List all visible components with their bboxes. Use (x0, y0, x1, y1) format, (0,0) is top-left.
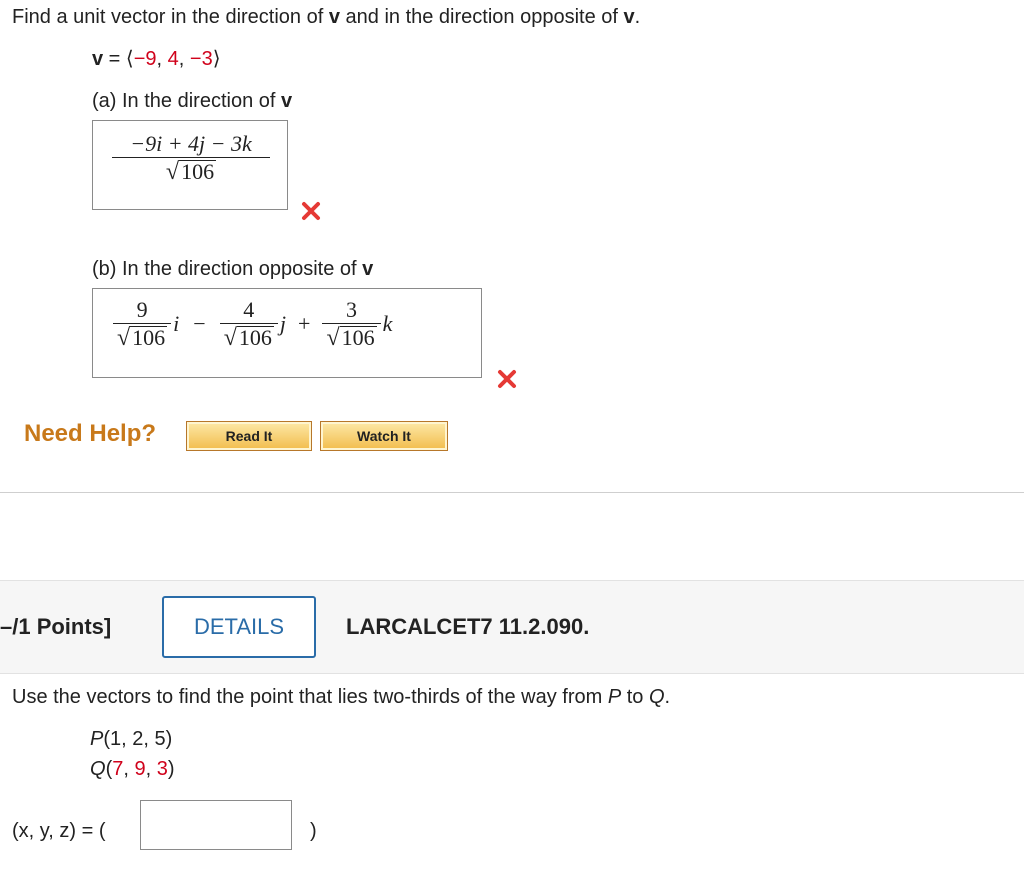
details-button[interactable]: DETAILS (162, 596, 316, 658)
open-angle-bracket: ⟨ (125, 48, 134, 70)
vector-definition: v = ⟨−9, 4, −3⟩ (92, 48, 221, 70)
answer-close-paren: ) (310, 820, 317, 842)
question-prompt: Use the vectors to find the point that lies two-thirds of the way from P to Q. (12, 686, 671, 708)
read-it-button[interactable]: Read It (186, 421, 312, 451)
vector-component-y: 4 (167, 48, 179, 70)
part-b-answer-box[interactable] (92, 288, 482, 378)
part-a-fraction (111, 131, 271, 184)
points-label: –/1 Points] (0, 614, 112, 639)
need-help-label: Need Help? (24, 420, 157, 447)
part-a-answer-box[interactable] (92, 120, 288, 210)
close-angle-bracket: ⟩ (212, 48, 221, 70)
incorrect-x-icon (300, 200, 322, 222)
answer-label: (x, y, z) = ( (12, 820, 106, 842)
part-a-label: (a) In the direction of v (92, 90, 293, 112)
xyz-answer-input[interactable] (140, 800, 292, 850)
question-code: LARCALCET7 11.2.090. (346, 614, 590, 639)
part-b-term-i: 9 √ 106 (113, 297, 171, 350)
point-p: P(1, 2, 5) (90, 728, 173, 750)
question-divider (0, 492, 1024, 493)
sqrt-symbol: √ (165, 159, 180, 185)
incorrect-x-icon (496, 368, 518, 390)
vector-component-x: −9 (133, 48, 157, 70)
part-b-label: (b) In the direction opposite of v (92, 258, 374, 280)
part-b-term-k: 3 √ 106 (322, 297, 380, 350)
part-a-denominator: 106 (181, 159, 215, 184)
vector-component-z: −3 (189, 48, 213, 70)
point-q: Q(7, 9, 3) (90, 758, 175, 780)
question-prompt: Find a unit vector in the direction of v and in the direction opposite of v. (12, 6, 641, 28)
part-b-expression: 9 √ 106 i − 4 √ 106 j + 3 √ 106 k (113, 297, 392, 350)
part-b-term-j: 4 √ 106 (220, 297, 278, 350)
watch-it-button[interactable]: Watch It (320, 421, 448, 451)
part-a-numerator: −9i + 4j − 3k (130, 131, 252, 156)
